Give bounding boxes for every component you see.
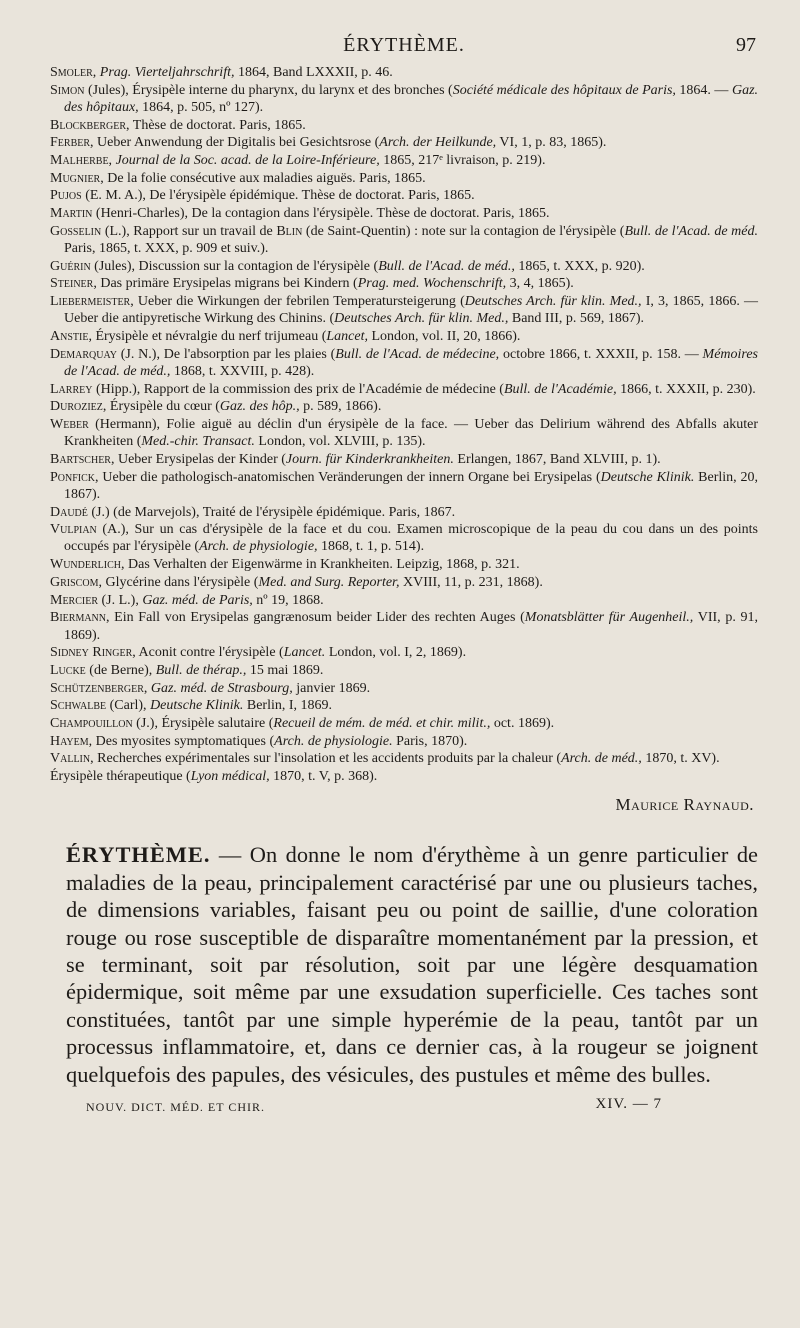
entry-text: 3, 4, 1865). bbox=[506, 276, 574, 292]
footer-publication: NOUV. DICT. MÉD. ET CHIR. bbox=[86, 1099, 266, 1114]
bibliography-entry bbox=[50, 117, 758, 134]
entry-text: (Hipp.), Rapport de la commission des prix de l'Académie de médecine ( bbox=[92, 381, 504, 397]
entry-text: nº 19, 1868. bbox=[252, 592, 324, 608]
article-body: — On donne le nom d'érythème à un genre particulier de maladies de la peau, principalement caractérisé par une ou plusieurs taches, de dimensions variables, faisant peu ou point de saillie, d'une coloration rouge ou rose susceptible de disparaître momentanément par la pression, et se terminant, soit par résolution, soit par une légère desquamation épidermique, soit même par une exsudation superficielle. Ces taches sont constituées, tantôt par une simple hyperémie de la peau, tantôt par un processus inflammatoire, et, dans ce dernier cas, à la rougeur se joignent quelquefois des papules, des vésicules, des pustules et même des bulles. bbox=[66, 842, 758, 1087]
entry-text: VII, p. 91, 1869). bbox=[64, 610, 758, 643]
entry-author: Champouillon bbox=[50, 716, 133, 732]
entry-text: 1864. — bbox=[675, 82, 732, 98]
entry-source-title: Bull. de l'Acad. de méd., bbox=[378, 258, 515, 274]
entry-source-title: Journ. für Kinderkrankheiten. bbox=[285, 451, 454, 467]
entry-source-title: Bull. de l'Acad. de méd. bbox=[624, 223, 758, 239]
bibliography-entry bbox=[50, 187, 758, 204]
entry-source-title: Recueil de mém. de méd. et chir. milit., bbox=[273, 716, 491, 732]
entry-source-title: Arch. de méd., bbox=[561, 751, 642, 767]
entry-source-title: Gaz. des hôp., bbox=[219, 399, 300, 415]
entry-text: Ueber die Wirkungen der febrilen Temperatursteigerung ( bbox=[133, 294, 465, 310]
entry-source-title: Prag. Vierteljahrschrift, bbox=[99, 65, 235, 80]
entry-text: 1864, p. 505, nº 127). bbox=[138, 99, 264, 115]
entry-text: Ueber Anwendung der Digitalis bei Gesichtsrose ( bbox=[93, 135, 380, 151]
entry-text: (Carl), bbox=[106, 698, 151, 714]
entry-source-title: Arch. de physiologie, bbox=[199, 539, 318, 555]
entry-author: Duroziez, bbox=[50, 399, 107, 415]
entry-text: (L.), Rapport sur un travail de bbox=[101, 223, 277, 239]
entry-text: (J.), Érysipèle salutaire ( bbox=[132, 716, 274, 732]
bibliography-entry bbox=[50, 328, 758, 345]
running-head bbox=[50, 30, 758, 64]
bibliography-entry bbox=[50, 346, 758, 380]
entry-author: Vallin, bbox=[50, 751, 94, 767]
page-number: 97 bbox=[736, 34, 756, 56]
entry-text: Érysipèle du cœur ( bbox=[106, 399, 220, 415]
bibliography-entry bbox=[50, 556, 758, 573]
entry-text: Ueber Erysipelas der Kinder ( bbox=[114, 451, 286, 467]
entry-source-title: Deutsches Arch. für klin. Med., bbox=[464, 294, 642, 310]
entry-text: (E. M. A.), De l'érysipèle épidémique. Thèse de doctorat. Paris, 1865. bbox=[81, 188, 475, 204]
entry-text: 1870, t. XV). bbox=[641, 751, 720, 767]
entry-source-title: Med.-chir. Transact. bbox=[141, 434, 255, 450]
entry-author: Sidney Ringer, bbox=[50, 645, 136, 661]
entry-text: Des myosites symptomatiques ( bbox=[92, 733, 275, 749]
bibliography-entry bbox=[50, 469, 758, 503]
entry-text: (J. N.), De l'absorption par les plaies ( bbox=[116, 346, 336, 362]
entry-author: Weber bbox=[50, 417, 89, 433]
entry-source-title: Gaz. des hôpitaux, bbox=[64, 82, 759, 115]
entry-source-title: Bull. de l'Académie, bbox=[503, 381, 617, 397]
entry-author: Griscom, bbox=[50, 574, 102, 590]
entry-text: (A.), Sur un cas d'érysipèle de la face et du cou. Examen microscopique de la peau du cou dans un des points occupés par l'érysipèle ( bbox=[64, 522, 758, 555]
bibliography-entry bbox=[50, 134, 758, 151]
entry-source-title: Arch. der Heilkunde, bbox=[379, 135, 497, 151]
bibliography-entry bbox=[50, 293, 758, 327]
entry-author: Liebermeister, bbox=[50, 294, 134, 310]
entry-author: Biermann, bbox=[50, 610, 110, 626]
entry-source-title: Gaz. méd. de Paris, bbox=[142, 592, 253, 608]
entry-text: Érysipèle thérapeutique ( bbox=[50, 769, 191, 785]
entry-source-title: Gaz. méd. de Strasbourg, bbox=[150, 680, 293, 696]
bibliography-entry bbox=[50, 205, 758, 222]
entry-text: Thèse de doctorat. Paris, 1865. bbox=[129, 117, 306, 133]
entry-text: (J. L.), bbox=[98, 592, 143, 608]
entry-text: Erlangen, 1867, Band XLVIII, p. 1). bbox=[453, 451, 661, 467]
entry-source-title: Bull. de l'Acad. de médecine, bbox=[335, 346, 500, 362]
entry-author: Martin bbox=[50, 206, 93, 222]
entry-author: Schützenberger, bbox=[50, 680, 148, 696]
footer-signature-mark: XIV. — 7 bbox=[595, 1095, 662, 1112]
entry-text: Das primäre Erysipelas migrans bei Kindern ( bbox=[96, 276, 358, 292]
bibliography-entry bbox=[50, 381, 758, 398]
entry-text: janvier 1869. bbox=[292, 680, 371, 696]
author-signature: Maurice Raynaud. bbox=[615, 795, 754, 815]
entry-text: Berlin, I, 1869. bbox=[243, 698, 333, 714]
entry-source-title: Mémoires de l'Acad. de méd., bbox=[64, 346, 758, 379]
entry-text: Band III, p. 569, 1867). bbox=[508, 311, 645, 327]
bibliography-entry bbox=[50, 592, 758, 609]
entry-source-title: Bull. de thérap., bbox=[155, 662, 247, 678]
entry-text: octobre 1866, t. XXXII, p. 158. — bbox=[499, 346, 703, 362]
bibliography-entry bbox=[50, 152, 758, 169]
entry-author: Steiner, bbox=[50, 276, 97, 292]
entry-text: p. 589, 1866). bbox=[299, 399, 382, 415]
entry-text: De la folie consécutive aux maladies aiguës. Paris, 1865. bbox=[103, 170, 426, 186]
entry-source-title: Société médicale des hôpitaux de Paris, bbox=[452, 82, 676, 98]
bibliography-entry bbox=[50, 644, 758, 661]
entry-text: (J.) (de Marvejols), Traité de l'érysipèle épidémique. Paris, 1867. bbox=[87, 504, 456, 520]
entry-author: Schwalbe bbox=[50, 698, 107, 714]
entry-source-title: Deutsches Arch. für klin. Med., bbox=[334, 311, 509, 327]
entry-text: London, vol. I, 2, 1869). bbox=[325, 645, 467, 661]
entry-text: Aconit contre l'érysipèle ( bbox=[135, 645, 284, 661]
entry-author: Pujos bbox=[50, 188, 82, 204]
entry-text: 1866, t. XXXII, p. 230). bbox=[616, 381, 756, 397]
page-footer bbox=[50, 1096, 758, 1120]
entry-author: Bartscher, bbox=[50, 451, 115, 467]
bibliography-entry bbox=[50, 680, 758, 697]
entry-author: Hayem, bbox=[50, 733, 93, 749]
entry-text: (Jules), Érysipèle interne du pharynx, du larynx et des bronches ( bbox=[84, 82, 453, 98]
entry-text: (de Berne), bbox=[85, 662, 156, 678]
entry-text: 1865, t. XXX, p. 920). bbox=[514, 258, 645, 274]
entry-author: Lucke bbox=[50, 662, 86, 678]
entry-text: Glycérine dans l'érysipèle ( bbox=[101, 574, 259, 590]
entry-author: Guérin bbox=[50, 258, 91, 274]
entry-source-title: Monatsblätter für Augenheil., bbox=[524, 610, 694, 626]
bibliography-entry bbox=[50, 715, 758, 732]
entry-text: 1865, 217ᵉ livraison, p. 219). bbox=[379, 153, 546, 169]
article-headword: ÉRYTHÈME. bbox=[66, 842, 211, 868]
entry-text: XVIII, 11, p. 231, 1868). bbox=[399, 574, 543, 590]
bibliography-entry bbox=[50, 223, 758, 257]
entry-text: Érysipèle et névralgie du nerf trijumeau ( bbox=[91, 329, 327, 345]
entry-text: 1868, t. XXVIII, p. 428). bbox=[170, 363, 315, 379]
entry-text: VI, 1, p. 83, 1865). bbox=[496, 135, 607, 151]
bibliography-entry bbox=[50, 662, 758, 679]
entry-text: London, vol. II, 20, 1866). bbox=[367, 329, 521, 345]
bibliography-entry bbox=[50, 275, 758, 292]
entry-source-title: Deutsche Klinik. bbox=[600, 469, 695, 485]
entry-source-title: Deutsche Klinik. bbox=[150, 698, 244, 714]
entry-text: Berlin, 20, 1867). bbox=[64, 469, 759, 502]
entry-text: Recherches expérimentales sur l'insolation et les accidents produits par la chaleur ( bbox=[93, 751, 562, 767]
entry-text: (Henri-Charles), De la contagion dans l'érysipèle. Thèse de doctorat. Paris, 1865. bbox=[92, 206, 550, 222]
entry-source-title: Arch. de physiologie. bbox=[274, 733, 393, 749]
entry-author: Smoler, bbox=[50, 65, 97, 80]
entry-source-title: Lancet. bbox=[283, 645, 326, 661]
entry-author: Blockberger, bbox=[50, 117, 130, 133]
article-paragraph bbox=[50, 841, 758, 1088]
entry-text: 1870, t. V, p. 368). bbox=[269, 769, 378, 785]
bibliography-entry bbox=[50, 697, 758, 714]
entry-author: Mugnier, bbox=[50, 170, 104, 186]
entry-text: 1868, t. 1, p. 514). bbox=[317, 539, 425, 555]
entry-text: I, 3, 1865, 1866. — Ueber die antipyretische Wirkung des Chinins. ( bbox=[64, 294, 758, 327]
entry-author: Larrey bbox=[50, 381, 93, 397]
bibliography-entry bbox=[50, 398, 758, 415]
entry-text: Ueber die pathologisch-anatomischen Veränderungen der innern Organe bei Erysipelas ( bbox=[98, 469, 601, 485]
entry-author: Ponfick, bbox=[50, 469, 99, 485]
entry-author: Ferber, bbox=[50, 135, 94, 151]
bibliography-entry bbox=[50, 768, 758, 785]
entry-author: Daudé bbox=[50, 504, 88, 520]
bibliography-entry bbox=[50, 170, 758, 187]
bibliography-entry bbox=[50, 574, 758, 591]
entry-source-title: Journal de la Soc. acad. de la Loire-Inférieure, bbox=[115, 153, 380, 169]
bibliography-entry bbox=[50, 733, 758, 750]
bibliography-entry bbox=[50, 82, 758, 116]
entry-author: Malherbe, bbox=[50, 153, 113, 169]
entry-source-title: Lancet, bbox=[326, 329, 368, 345]
bibliography-entry bbox=[50, 258, 758, 275]
bibliography-entry bbox=[50, 64, 758, 81]
bibliography-entry bbox=[50, 416, 758, 450]
entry-text: (de Saint-Quentin) : note sur la contagion de l'érysipèle ( bbox=[302, 223, 625, 239]
bibliography-entry bbox=[50, 504, 758, 521]
bibliography-entry bbox=[50, 609, 758, 643]
entry-author: Simon bbox=[50, 82, 85, 98]
bibliography-list bbox=[50, 64, 758, 785]
entry-author: Mercier bbox=[50, 592, 99, 608]
entry-source-title: Med. and Surg. Reporter, bbox=[258, 574, 400, 590]
bibliography-entry bbox=[50, 750, 758, 767]
entry-text: Paris, 1865, t. XXX, p. 909 et suiv.). bbox=[64, 241, 269, 257]
entry-text: (Hermann), Folie aiguë au déclin d'un érysipèle de la face. — Ueber das Delirium während des Abfalls akuter Krankheiten ( bbox=[64, 417, 758, 450]
entry-source-title: Lyon médical, bbox=[190, 769, 270, 785]
entry-author: Wunderlich, bbox=[50, 557, 125, 573]
entry-text: (Jules), Discussion sur la contagion de l'érysipèle ( bbox=[90, 258, 379, 274]
entry-text: Ein Fall von Erysipelas gangrænosum beider Lider des rechten Auges ( bbox=[109, 610, 525, 626]
entry-author: Demarquay bbox=[50, 346, 117, 362]
entry-author: Vulpian bbox=[50, 522, 97, 538]
entry-text: 15 mai 1869. bbox=[246, 662, 324, 678]
entry-source-title: Prag. med. Wochenschrift, bbox=[357, 276, 507, 292]
entry-text: Paris, 1870). bbox=[392, 733, 468, 749]
entry-author: Anstie, bbox=[50, 329, 92, 345]
entry-text: London, vol. XLVIII, p. 135). bbox=[254, 434, 426, 450]
bibliography-entry bbox=[50, 451, 758, 468]
bibliography-entry bbox=[50, 521, 758, 555]
entry-text: oct. 1869). bbox=[490, 716, 555, 732]
entry-text: Blin bbox=[276, 223, 303, 239]
entry-text: 1864, Band LXXXII, p. 46. bbox=[234, 65, 393, 80]
entry-author: Gosselin bbox=[50, 223, 102, 239]
entry-text: Das Verhalten der Eigenwärme in Krankheiten. Leipzig, 1868, p. 321. bbox=[124, 557, 520, 573]
running-title: ÉRYTHÈME. bbox=[343, 34, 465, 56]
